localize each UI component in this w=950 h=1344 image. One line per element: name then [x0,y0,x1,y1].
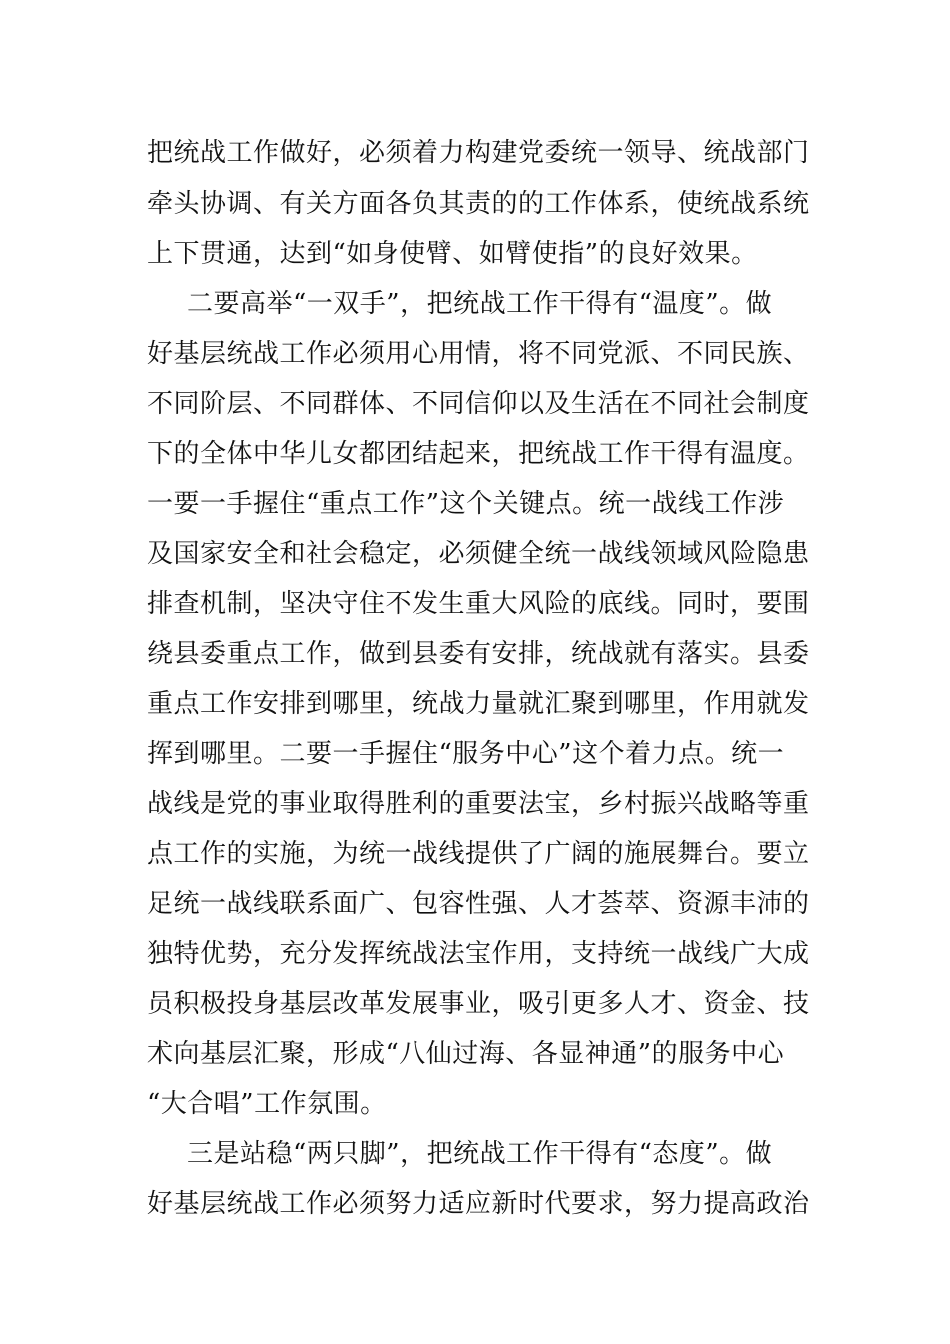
paragraph-first-line: 二要高举“一双手”，把统战工作干得有“温度”。做 [187,289,773,319]
text-line: 独特优势，充分发挥统战法宝作用，支持统一战线广大成 [147,939,810,969]
text-line: 足统一战线联系面广、包容性强、人才荟萃、资源丰沛的 [147,889,810,919]
text-line: 不同阶层、不同群体、不同信仰以及生活在不同社会制度 [147,389,810,419]
text-line: 挥到哪里。二要一手握住“服务中心”这个着力点。统一 [147,739,785,769]
text-line: 下的全体中华儿女都团结起来，把统战工作干得有温度。 [147,439,810,469]
text-line: 员积极投身基层改革发展事业，吸引更多人才、资金、技 [147,989,810,1019]
text-line: “大合唱”工作氛围。 [147,1089,387,1119]
text-line: 上下贯通，达到“如身使臂、如臂使指”的良好效果。 [147,239,758,269]
text-line: 好基层统战工作必须努力适应新时代要求，努力提高政治 [147,1189,810,1219]
text-line: 及国家安全和社会稳定，必须健全统一战线领域风险隐患 [147,539,810,569]
text-line: 好基层统战工作必须用心用情，将不同党派、不同民族、 [147,339,810,369]
text-line: 把统战工作做好，必须着力构建党委统一领导、统战部门 [147,138,810,168]
text-line: 牵头协调、有关方面各负其责的的工作体系，使统战系统 [147,189,810,219]
text-line: 重点工作安排到哪里，统战力量就汇聚到哪里，作用就发 [147,689,810,719]
text-line: 绕县委重点工作，做到县委有安排，统战就有落实。县委 [147,639,810,669]
text-line: 排查机制，坚决守住不发生重大风险的底线。同时，要围 [147,589,810,619]
paragraph-first-line: 三是站稳“两只脚”，把统战工作干得有“态度”。做 [187,1139,773,1169]
text-line: 术向基层汇聚，形成“八仙过海、各显神通”的服务中心 [147,1039,785,1069]
text-line: 战线是党的事业取得胜利的重要法宝，乡村振兴战略等重 [147,789,810,819]
text-line: 点工作的实施，为统一战线提供了广阔的施展舞台。要立 [147,839,810,869]
text-line: 一要一手握住“重点工作”这个关键点。统一战线工作涉 [147,489,785,519]
